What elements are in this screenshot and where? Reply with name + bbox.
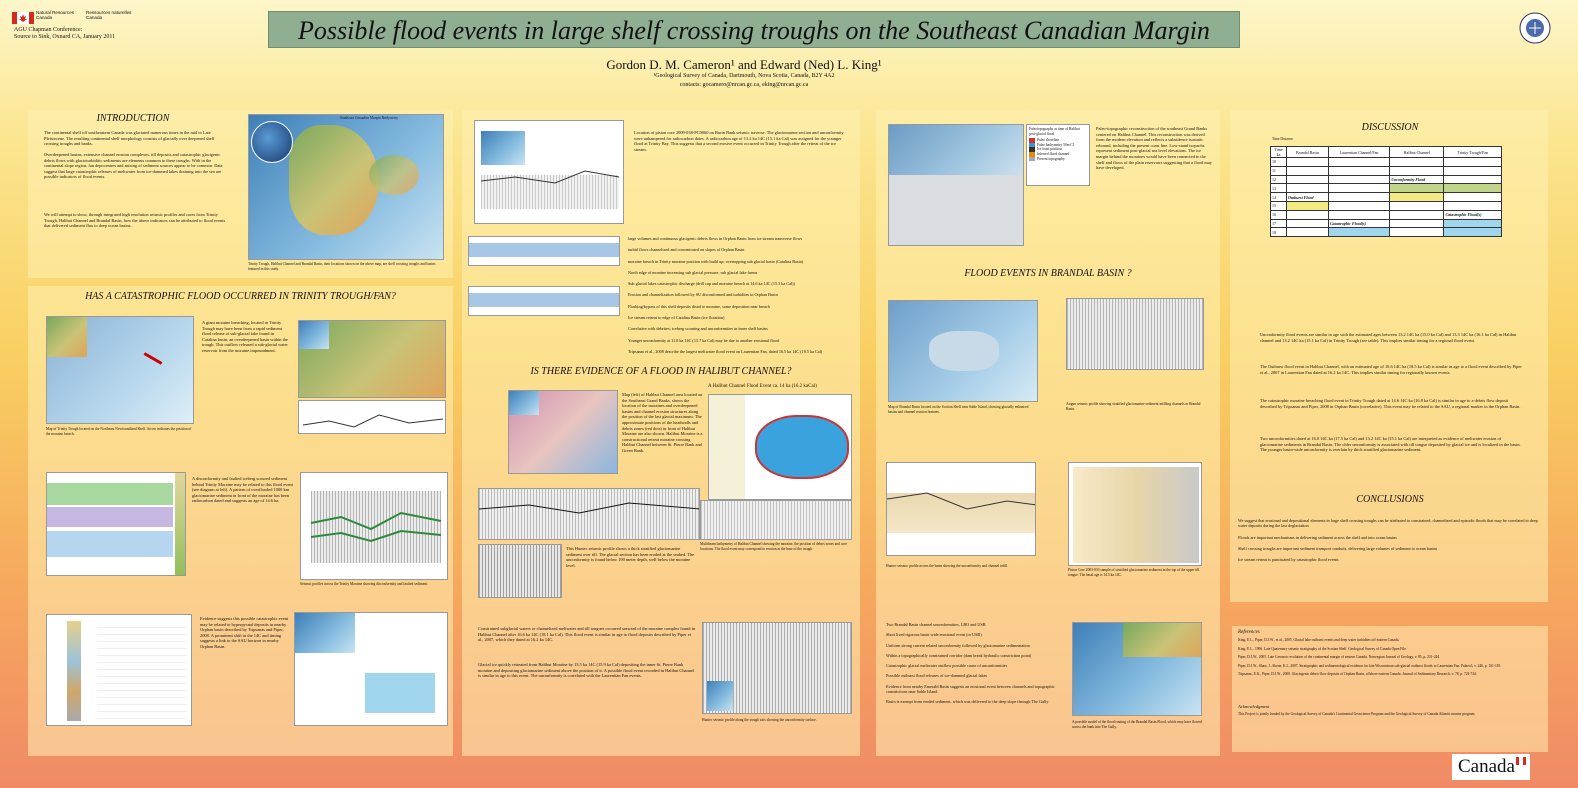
reference-item: Tripsanas, E.K., Piper, D.J.W., 2008. Glaciogenic debris-flow deposits of Orphan Basin, offshore eastern Canada. Journal of Sedimentary Research, v. 78, p. 724-744.: [1238, 672, 1477, 677]
discussion-p4: Two unconformities dated at 16.0 14C ka (17.5 ka Cal) and 13.2 14C ka (15.1 ka Cal) are interpreted as evidence of meltwater erosion of glaciomarine sediments in Brandal Basin. The older unconformity is associated with till tongue deposited by glacial ice and is localized in the basin. The younger basin-wide unconformity is overlain by thick stratified glaciomarine sediment.: [1260, 436, 1521, 453]
legend-item: Present topography: [1029, 157, 1087, 162]
conclusions-heading: CONCLUSIONS: [1356, 494, 1424, 505]
unconformity-flood-label: Unconformity Flood: [1390, 175, 1444, 184]
halibut-bottom-caption: Huntec seismic profile along the trough axis showing the unconformity surface.: [702, 718, 817, 722]
margin-map: [248, 114, 444, 260]
trinity-list-item: Erosion and channelization followed by SU disconformed and turbidites in Orphan Basin: [628, 292, 778, 298]
brandal-bullet: Within a topographically constrained corridor (dam break hydraulic constriction point): [886, 652, 1032, 658]
brandal-cap4: Piston Core 2003-033 sample of stratified glaciomarine sediment in the top of the upper till tongue. The basal age is 14.5 ka 14C.: [1068, 568, 1200, 577]
conclusion-item: Floods are important mechanisms in delivering sediment across the shelf and into ocean basins: [1238, 534, 1397, 540]
legend-item: Ice front position: [1029, 147, 1087, 152]
legend-item: Inferred flood channel: [1029, 152, 1087, 157]
authors: Gordon D. M. Cameron¹ and Edward (Ned) L. King¹: [606, 57, 882, 72]
brandal-heading: FLOOD EVENTS IN BRANDAL BASIN ?: [964, 268, 1132, 279]
halibut-p4: Glacial ice quickly retreated from Halibut Moraine by 13.5 ka 14C (15.9 ka Cal) depositing the inner St. Pierre Bank moraine and depositing glaciomarine sediment above the position of it. A possible flood event recorded in Halibut Channel is similar in age to this event. The unconformity is correlated with the Laurentian Fan events.: [478, 662, 695, 679]
trinity-strat-diagram: [46, 472, 186, 576]
globe-inset: [251, 121, 293, 163]
brandal-cap2: Airgun seismic profile showing stratified glaciomarine sediment infilling channels in Brandal Basin.: [1066, 402, 1201, 411]
affiliation: ¹Geological Survey of Canada, Dartmouth, Nova Scotia, Canada, B2Y 4A2: [653, 73, 835, 79]
legend-title: Paleotopography at time of Halibut post-glacial flood: [1029, 127, 1080, 136]
reference-item: King, E.L., Piper, D.J.W., et al., 2005. Glacial lake outburst events and deep water turbidites off eastern Canada.: [1238, 638, 1400, 642]
halibut-fig-caption: Multibeam bathymetry of Halibut Channel showing the moraine, the position of debris zones and core locations. The flood event may correspond to erosion at the base of the trough.: [700, 542, 848, 551]
outburst-flood-label: Outburst Flood: [1287, 193, 1329, 202]
references-heading: References: [1238, 630, 1260, 635]
trinity-p3: Evidence suggests this possible catastrophic event may be related to hyperpycnal deposits in nearby Orphan basin described by Tripsanas and Piper, 2008. A prominent shift in the 14C and timing suggests a link to the SAU horizon in nearby Orphan Basin.: [200, 616, 289, 649]
trinity-event-list: [628, 236, 854, 354]
time-cell: 10: [1271, 158, 1287, 167]
map-caption: Trinity Trough, Halibut Channel and Brandal Basin, their locations shown on the above map, are shelf crossing troughs and basins featured in this study.: [248, 262, 436, 271]
time-cell: 15: [1271, 201, 1287, 210]
brandal-flood-model-map: [1072, 622, 1202, 716]
trinity-fig1-caption: Map of Trinity Trough located on the Northeast Newfoundland Shelf. Arrow indicates the position of the moraine breach.: [46, 427, 192, 436]
reference-item: King, E.L., 1996. Late Quaternary seismic stratigraphy of the Scotian Shelf. Geological Survey of Canada Open File.: [1238, 646, 1407, 651]
col-header: Time ka: [1271, 147, 1287, 158]
trinity-list-item: Ice stream retreat to edge of Catalina Basin (ice flotation): [628, 315, 725, 321]
canada-wordmark: [1452, 754, 1530, 780]
intro-p2: Overdeepened basins, extensive channel erosion complexes, till deposits and catastrophic glacigenic debris flows with glacioturbiditic sediments are elements common to these troughs. With in the continental slope region, fan depocentres and mixing of sediment sources appear to be common. Data suggest that large catastrophic releases of meltwater from ice-dammed lakes draining into the sea are possible indicators of flood events.: [44, 152, 223, 180]
halibut-fig-title: A Halibut Channel Flood Event ca. 14 ka (16.2 kaCal): [708, 384, 817, 389]
trinity-profile-small: [298, 400, 446, 434]
seismic-horizons: [301, 473, 448, 580]
discussion-p2: The Outburst flood event in Halibut Channel, with an estimated age of 16.6 14C ka (18.5 ka Cal) is similar in age to a flood event described by Piper et al., 2007 in Laurentian Fan dated at 16.2 ka 14C. This implies similar timing for regionally known events.: [1260, 364, 1522, 375]
brandal-core: [1068, 462, 1202, 566]
halibut-heading: IS THERE EVIDENCE OF A FLOOD IN HALIBUT CHANNEL?: [530, 366, 792, 377]
col-header: Brandal Basin: [1287, 147, 1329, 158]
trinity-heading: HAS A CATASTROPHIC FLOOD OCCURRED IN TRINITY TROUGH/FAN?: [85, 291, 396, 302]
references-panel: [1232, 626, 1548, 752]
seal-icon: [1518, 11, 1552, 45]
org-fr: Ressources naturelles Canada: [86, 10, 132, 20]
conclusion-item: Shelf crossing troughs are important sediment transport conduits, delivering large volumes of sediment to ocean basins: [1238, 545, 1438, 551]
trinity-list-item: large volumes and continuous glacigenic debris flows in Orphan Basin from ice stream transverse flows: [628, 236, 803, 241]
halibut-panel: [462, 110, 860, 756]
trinity-panel: [28, 286, 453, 756]
discussion-p3: The catastrophic moraine breaching flood event in Trinity Trough dated at 14.6 14C ka (16.8 ka Cal) is similar in age to a debris flow deposit described by Tripsanas and Piper, 2008 in Orphan Basin (correlative). This event may be related to the SAU, a regional marker in the Orphan Basin.: [1260, 398, 1521, 409]
map-title: Southeast Canadian Margin Bathymetry: [339, 116, 399, 120]
gsc-seal: [1518, 11, 1552, 45]
trinity-list-item: Younger unconformity at 11.8 ka 14C (13.7 ka Cal) may be due to another erosional flood: [628, 337, 779, 343]
halibut-axis-profile: [702, 622, 852, 714]
halibut-map: [508, 390, 618, 474]
halibut-p2: This Huntec seismic profile shows a thick stratified glaciomarine sediment over till. The glacial section has been eroded at the seabed. The unconformity is found below 190 meter depth, well below the moraine level.: [566, 546, 695, 568]
brandal-model-caption: A possible model of the flood routing of the Brandal Basin Flood, which may have flowed across the bank into The Gully.: [1072, 720, 1202, 729]
brandal-map: [888, 300, 1038, 402]
col-header: Laurentian Channel/Fan: [1328, 147, 1389, 158]
brandal-bullet: Basin is exempt from eroded sediment, which was delivered to the deep slope through The Gully: [886, 699, 1049, 705]
trinity-core-log: [46, 614, 192, 726]
trinity-p1: A giant moraine breaching, located in Trinity Trough may have been from a rapid sediment flood release of sub-glacial lake found in Catalina basin, an overdeepened basin within the trough. This outflow released a sub-glacial water reservoir from the moraine impoundment.: [202, 320, 288, 353]
time-cell: 14: [1271, 193, 1287, 202]
brandal-huntec: [886, 462, 1036, 556]
col-header: Halibut Channel: [1390, 147, 1444, 158]
brandal-bullets: [886, 622, 1066, 705]
discussion-panel: [1230, 110, 1548, 602]
discussion-p1: Unconformity flood events are similar in age with the estimated ages between 13.2 14C ka (15.0 ka Cal) and 13.3 14C ka (16.1 ka Cal) in Halibut channel and 13.2 14C ka (15.1 ka Cal) in Trinity Trough (see table). This implies similar timing for a regional flood event.: [1260, 332, 1517, 343]
time-cell: 16: [1271, 210, 1287, 219]
trinity-list-item: Sub glacial lakes catastrophic discharge (drill cap and moraine breach at 14.6 ka 14C (15.3 ka Cal)): [628, 281, 795, 287]
reference-item: Piper, D.J.W., 2005. Late Cenozoic evolution of the continental margin of eastern Canada. Norwegian Journal of Geology, v. 85, p. 231-244.: [1238, 655, 1440, 660]
brandal-horizon: [887, 463, 1036, 556]
title-banner: [268, 11, 1240, 48]
time-cell: 13: [1271, 184, 1287, 193]
brandal-bullet: Short lived rigorous basin wide erosional event (or USB): [886, 632, 982, 638]
halibut-p3: Constrained subglacial waters or channelized meltwater and till tongues occurred seaward of the moraine complex found in Halibut Channel after 16.6 ka 14C (18.1 ka Cal). This flood event is similar in age to flood deposits described by Piper et al., 2007, which they dated at 16.2 ka 14C.: [478, 626, 696, 643]
time-cell: 18: [1271, 228, 1287, 237]
paleo-topo-map: [888, 124, 1024, 246]
references-list: [1238, 638, 1542, 677]
profile-line: [299, 401, 446, 434]
reference-item: Piper, D.J.W., Shaw, J., Skene, K.I., 2007. Stratigraphic and sedimentological evidence for late Wisconsinan sub-glacial outburst floods to Laurentian Fan. Palaeo3, v. 246, p. 101-119.: [1238, 663, 1502, 668]
intro-p3: We will attempt to show, through integrated high resolution seismic profiles and cores from Trinity Trough, Halibut Channel and Brandal Basin, how the above indicators can be attributed to flood events that delivered sediment flux to deep ocean basins.: [44, 212, 226, 229]
time-cell: 12: [1271, 175, 1287, 184]
trinity-list-item: moraine breach in Trinity moraine position with build up; overtopping sub glacial basin (Catalina Basin): [628, 258, 804, 264]
trinity-fig2-caption: Seismic profiles across the Trinity Moraine showing disconformity and faulted sediment.: [300, 582, 429, 586]
trinity-list-item: Flushing/bypass of this shelf deposits distal to moraine, some deposition near breach: [628, 303, 770, 309]
trinity-cross-section-1: [468, 236, 620, 266]
brandal-bullet: Possible outburst flood releases of ice-dammed glacial lakes: [886, 673, 988, 679]
burin-bank-figure: [474, 120, 624, 224]
brandal-bullet: Uniform strong current related unconformity followed by glaciomarine sedimentation: [886, 642, 1030, 648]
catastrophic-flood-label-2: Catastrophic Flood(s): [1328, 219, 1389, 228]
poster-title: Possible flood events in large shelf crossing troughs on the Southeast Canadian Margin: [298, 16, 1210, 45]
ack-text: This Project is jointly funded by the Geological Survey of Canada's Continental Geoscience Program and the Geological Survey of Canada Atlantic marine program.: [1238, 712, 1476, 716]
halibut-seismic-right: [700, 500, 852, 540]
trinity-cross-section-2: [468, 286, 620, 316]
brandal-top-text: Paleo-topographic reconstruction of the southeast Grand Banks centered on Halibut Channel. This reconstruction was derived from the modern elevation and reflects a subsidence isostatic rebound, including the present coast line. Low-stand isopachs represent sediment post-glacial sea level elevations. The ice margin behind the moraines would have been connected to the shelf and flows of the plain reservoirs suggesting that a flood may have developed.: [1096, 126, 1212, 171]
halibut-p1: Map (left) of Halibut Channel area located on the Southeast Grand Banks, shows the location of the moraines and overdeepened basins and channel erosion structures along the position of the last glacial maximum. The approximate positions of the headwalls and debris zones (red dots) in front of Halibut Moraine are also shown. Halibut Moraine is a constructional retreat moraine crossing Halibut Channel between St. Pierre Bank and Green Bank.: [622, 392, 703, 453]
trinity-orphan-map: [294, 612, 448, 726]
wordmark-text: Canada: [1458, 756, 1515, 777]
brandal-panel: [876, 110, 1220, 756]
halibut-horizon: [479, 489, 700, 540]
legend-item: Paleo shoreline: [1029, 138, 1087, 143]
trinity-list-item: North edge of moraine increasing sub glacial pressure, sub glacial lake forms: [628, 269, 758, 275]
brandal-bullet: Two Brandal Basin channel unconformities, LBO and USB: [886, 622, 986, 627]
trinity-map: [46, 316, 194, 424]
trinity-list-item: Correlative with debrites; iceberg scouring and unconformities in inner shelf basins: [628, 326, 768, 332]
intro-p1: The continental shelf off southeastern Canada was glaciated numerous times in the mid to Late Pleistocene. The resulting continental shelf morphology consists of glacially over deepened shelf crossing troughs and banks.: [44, 130, 215, 147]
halibut-flood-figure: [708, 394, 852, 500]
ack-heading: Acknowledgment: [1238, 704, 1270, 709]
conference-line1: AGU Chapman Conference:: [14, 27, 83, 33]
halibut-huntec: [478, 544, 562, 598]
col-header: Trinity Trough/Fan: [1444, 147, 1502, 158]
contacts: contacts: gocamero@nrcan.gc.ca, eking@nrcan.gc.ca: [679, 82, 809, 88]
trinity-3d-view: [298, 320, 446, 398]
brandal-airgun: [1066, 298, 1204, 370]
wordmark-flag-icon: [1516, 757, 1526, 765]
catastrophic-flood-label: Catastrophic Flood(s): [1444, 210, 1502, 219]
halibut-seismic-wide: [478, 488, 700, 540]
conclusion-item: We suggest that erosional and depositional elements in large shelf crossing troughs can be attributed to constrained, channelized and episodic floods that may be correlated to deep water deposits during the last deglaciation: [1238, 518, 1538, 529]
time-cell: 17: [1271, 219, 1287, 228]
intro-panel: [28, 110, 453, 278]
intro-heading: INTRODUCTION: [96, 113, 170, 124]
conclusions-list: [1238, 518, 1540, 562]
conference-line2: Source to Sink, Oxnard CA, January 2011: [14, 34, 116, 40]
brandal-bullet: Evidence from nearby Emerald Basin suggests an erosional event between channels and topographic constrictions near Sable Island: [886, 683, 1055, 695]
nrcan-logo: [12, 11, 34, 23]
halibut-top-text: Location of piston core 2009-038-PC0060 on Burin Bank seismic traverse. The glaciomarine section and unconformity were unhampered for radiocarbon dates. A radiocarbon age of 13.2 ka 14C (15.1 ka Cal) was assigned for the younger flood at Trinity Bay. This suggests that a second erosive event occurred in Trinity Trough after the retreat of the ice stream.: [634, 130, 844, 152]
time-table-title: Time Distance: [1272, 137, 1293, 141]
trinity-list-item: turbid flows channelized and concentrated on slopes of Orphan Basin: [628, 247, 745, 253]
brandal-cap3: Huntec seismic profile across the basin showing the unconformity and channel infill.: [886, 564, 1008, 568]
legend-item: Paleo bathymetry 50m CI: [1029, 143, 1087, 148]
time-cell: 11: [1271, 166, 1287, 175]
org-en: Natural Resources Canada: [36, 10, 75, 20]
brandal-cap1: Map of Brandal Basin located on the Scotian Shelf near Sable Island, showing glacially enhanced basins and channel erosion features.: [888, 405, 1029, 414]
time-table: [1270, 146, 1502, 237]
canada-flag-icon: [12, 12, 34, 24]
burin-profile: [475, 121, 624, 224]
conclusion-item: Ice stream retreat is punctuated by catastrophic flood events: [1238, 557, 1339, 563]
brandal-bullet: Catastrophic glacial meltwater outflow possible cause of unconformities: [886, 663, 1008, 669]
trinity-p2: A disconformity and faulted iceberg scoured sediment behind Trinity Moraine may be related to this flood event (see diagram at left). A pattern of overflooded 1000 km glaciomarine sediment in front of the moraine has been radiocarbon dated and suggests an age of 14.6 ka.: [192, 476, 293, 504]
trinity-list-item: Tripsanas et al., 2008 describe the largest meltwater flood event on Laurentian Fan, dated 16.5 ka 14C (19.5 ka Cal): [628, 348, 823, 354]
discussion-heading: DISCUSSION: [1361, 122, 1419, 133]
trinity-seismic-profile: [300, 472, 448, 580]
paleo-legend: [1026, 124, 1090, 186]
